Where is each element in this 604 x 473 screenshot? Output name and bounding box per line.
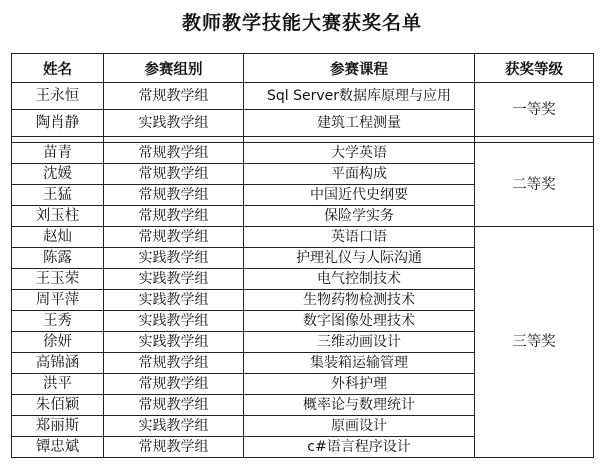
cell-course: 中国近代史纲要 <box>244 185 475 206</box>
cell-name: 王秀 <box>12 311 104 332</box>
cell-level-third: 三等奖 <box>475 227 594 458</box>
cell-name: 王玉荣 <box>12 269 104 290</box>
cell-group: 常规教学组 <box>104 83 244 110</box>
header-group: 参赛组别 <box>104 54 244 83</box>
cell-group: 实践教学组 <box>104 311 244 332</box>
cell-name: 周平萍 <box>12 290 104 311</box>
cell-course: 概率论与数理统计 <box>244 395 475 416</box>
header-level: 获奖等级 <box>475 54 594 83</box>
cell-course: 保险学实务 <box>244 206 475 227</box>
table-row <box>12 83 594 110</box>
cell-course: 大学英语 <box>244 143 475 164</box>
cell-course: 三维动画设计 <box>244 332 475 353</box>
cell-course: 平面构成 <box>244 164 475 185</box>
cell-group: 常规教学组 <box>104 185 244 206</box>
cell-name: 苗青 <box>12 143 104 164</box>
cell-name: 陈露 <box>12 248 104 269</box>
header-course: 参赛课程 <box>244 54 475 83</box>
cell-course: 护理礼仪与人际沟通 <box>244 248 475 269</box>
cell-name: 赵灿 <box>12 227 104 248</box>
cell-group: 实践教学组 <box>104 248 244 269</box>
cell-level-second: 二等奖 <box>475 143 594 227</box>
cell-level-first: 一等奖 <box>475 83 594 137</box>
cell-name: 高锦涵 <box>12 353 104 374</box>
table-row <box>12 227 594 248</box>
cell-course: 外科护理 <box>244 374 475 395</box>
award-table <box>11 53 594 458</box>
cell-group: 实践教学组 <box>104 269 244 290</box>
header-row <box>12 54 594 83</box>
cell-name: 陶肖静 <box>12 110 104 137</box>
cell-name: 刘玉柱 <box>12 206 104 227</box>
cell-group: 常规教学组 <box>104 206 244 227</box>
cell-group: 常规教学组 <box>104 353 244 374</box>
cell-group: 常规教学组 <box>104 164 244 185</box>
document-title: 教师教学技能大赛获奖名单 <box>181 12 422 34</box>
cell-group: 常规教学组 <box>104 143 244 164</box>
cell-group: 实践教学组 <box>104 110 244 137</box>
cell-group: 常规教学组 <box>104 395 244 416</box>
cell-name: 徐妍 <box>12 332 104 353</box>
cell-name: 王永恒 <box>12 83 104 110</box>
cell-course: 数字图像处理技术 <box>244 311 475 332</box>
cell-course: 建筑工程测量 <box>244 110 475 137</box>
cell-group: 常规教学组 <box>104 227 244 248</box>
cell-group: 常规教学组 <box>104 437 244 458</box>
cell-course: 原画设计 <box>244 416 475 437</box>
cell-course: 电气控制技术 <box>244 269 475 290</box>
cell-course: 集装箱运输管理 <box>244 353 475 374</box>
cell-group: 常规教学组 <box>104 374 244 395</box>
table-row <box>12 143 594 164</box>
cell-course: 生物药物检测技术 <box>244 290 475 311</box>
cell-name: 王猛 <box>12 185 104 206</box>
cell-group: 实践教学组 <box>104 290 244 311</box>
cell-course: 英语口语 <box>244 227 475 248</box>
cell-name: 镡忠斌 <box>12 437 104 458</box>
cell-name: 郑丽斯 <box>12 416 104 437</box>
cell-name: 洪平 <box>12 374 104 395</box>
cell-course: Sql Server数据库原理与应用 <box>244 83 475 110</box>
cell-group: 实践教学组 <box>104 416 244 437</box>
header-name: 姓名 <box>12 54 104 83</box>
cell-course: c#语言程序设计 <box>244 437 475 458</box>
cell-group: 实践教学组 <box>104 332 244 353</box>
cell-name: 朱佰颖 <box>12 395 104 416</box>
cell-name: 沈媛 <box>12 164 104 185</box>
